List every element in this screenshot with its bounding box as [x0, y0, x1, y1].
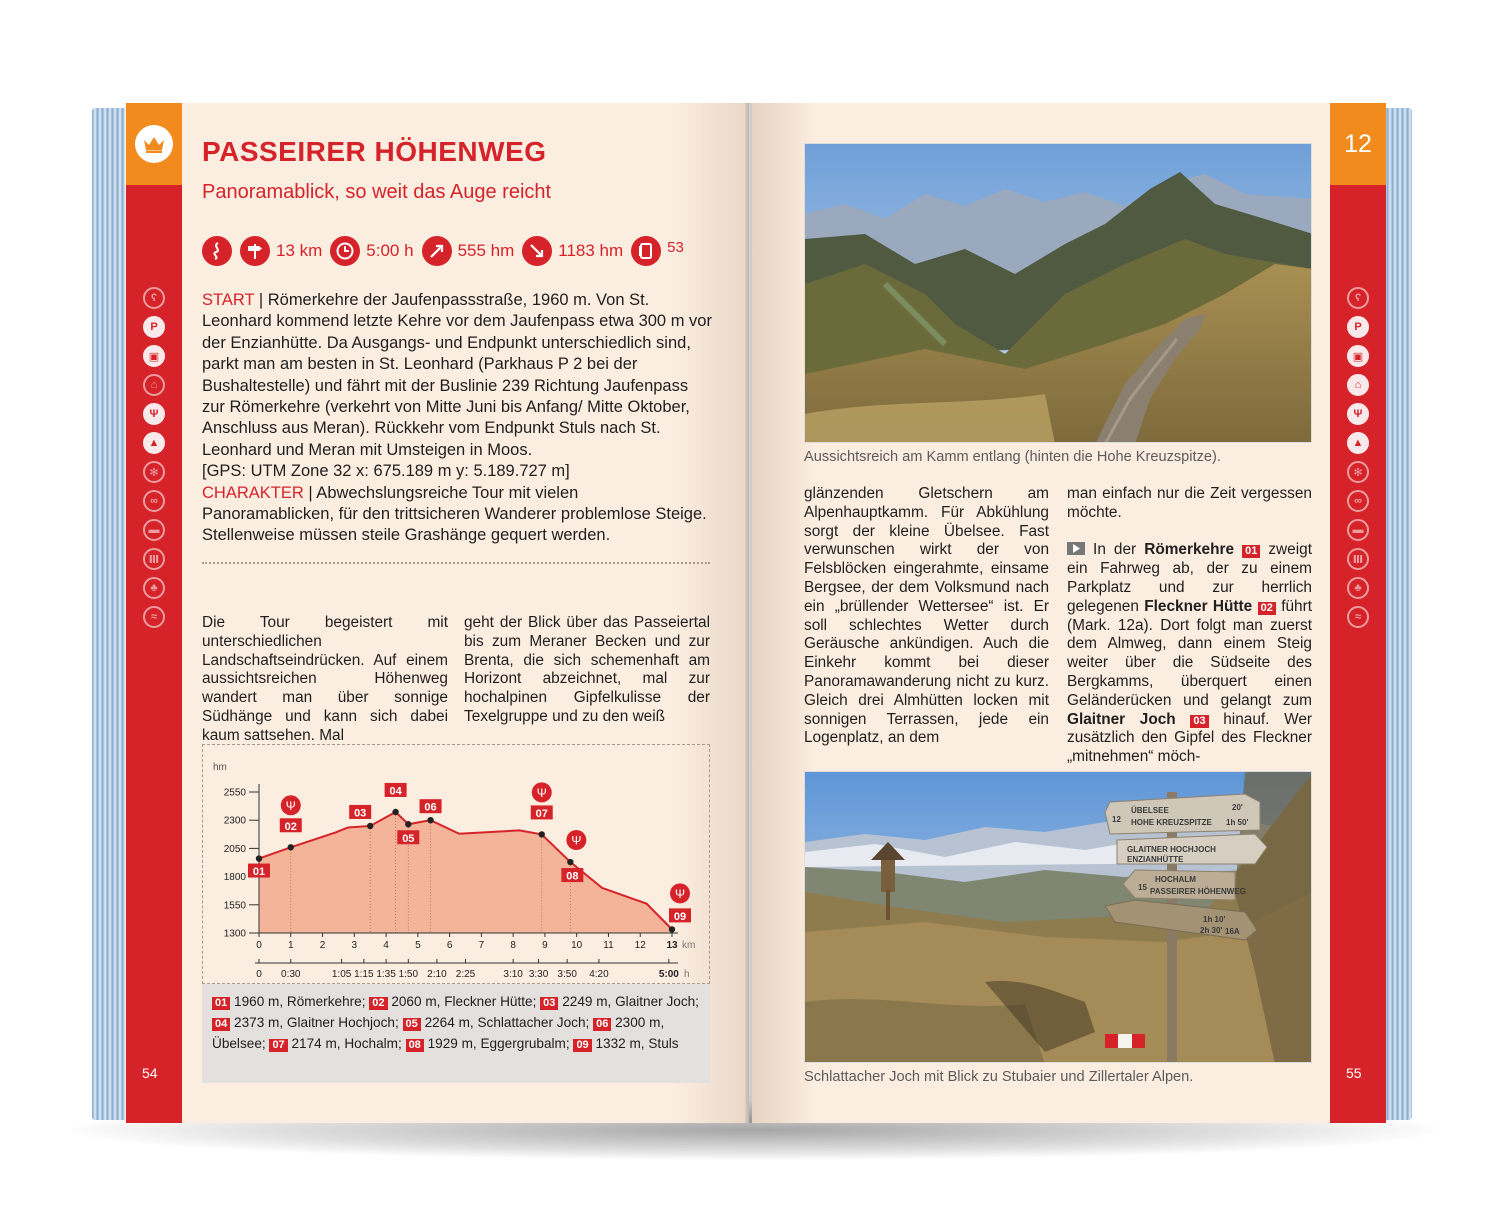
time-tick-label: 5:00: [658, 969, 679, 980]
cable-car-icon: ⌂: [1347, 374, 1369, 396]
time-tick-label: 3:10: [503, 969, 523, 980]
waypoint-legend: [202, 984, 710, 1083]
body-column-1: Die Tour begeistert mit unterschiedlichen Landschaftseindrücken. Auf einem aussichtsreichen Höhenweg wandert man über sonnige Südhänge und kann sich dabei kaum sattsehen. Mal: [202, 614, 448, 744]
bike-icon: ∞: [1347, 490, 1369, 512]
ascent-value: 555 hm: [457, 241, 515, 260]
sign-text: 20': [1232, 803, 1243, 812]
gps-coordinates: [GPS: UTM Zone 32 x: 675.189 m y: 5.189.727 m]: [202, 462, 570, 481]
time-tick-label: 3:50: [557, 969, 577, 980]
bed-icon: ▬: [143, 519, 165, 541]
sign-text: 1h 50': [1226, 818, 1249, 827]
sign-text: GLAITNER HOCHJOCH: [1127, 845, 1216, 854]
snowflake-icon: ✻: [143, 461, 165, 483]
bus-icon: ▣: [143, 345, 165, 367]
time-tick-label: 3:30: [528, 969, 549, 980]
category-icons: [143, 287, 165, 628]
body-column-4: man einfach nur die Zeit vergessen möchte. In der Römerkehre 01 zweigt ein Fahrweg ab, der zu einem Parkplatz und zur herrlich gelegenen Fleckner Hütte 02 führt (Mark. 12a). Dort folgt man zuerst dem Almweg, dann einem Steig weiter über die Südseite des Bergkamms, überquert einen Geländerücken und gelangt zum Glaitner Joch 03 hinauf. Wer zusätzlich den Gipfel des Fleckner „mitnehmen“ möch-: [1067, 485, 1313, 766]
cable-car-icon: ⌂: [143, 374, 165, 396]
y-tick-label: 1550: [223, 900, 246, 912]
waypoint-label: 09: [673, 910, 687, 923]
x-tick-label: 11: [603, 940, 614, 951]
start-label: START: [202, 291, 255, 309]
sign-text: HOCHALM: [1155, 875, 1196, 884]
start-text: | Römerkehre der Jaufenpassstraße, 1960 m. Von St. Leonhard kommend letzte Kehre vor dem Jaufenpass etwa 300 m vor der Enzianhütte. Da Ausgangs- und Endpunkt unterschiedlich sind, parkt man am besten in St. Leonhard (Parkhaus P 2 bei der Bushaltestelle) und fährt mit der Buslinie 239 Richtung Jaufenpass zur Römerkehre (verkehrt von Mitte Juni bis Anfang/ Mitte Oktober, Anschluss aus Meran). Rückkehr vom Endpunkt Stuls nach St. Leonhard und Meran mit Umsteigen in Moos.: [202, 291, 712, 459]
x-tick-label: 4: [383, 940, 389, 951]
waypoint-label: 08: [566, 870, 579, 883]
waypoint-marker: [256, 855, 262, 861]
sign-text: 15: [1138, 883, 1147, 892]
body-column-3: glänzenden Gletschern am Alpenhauptkamm. Für Abkühlung sorgt der kleine Übelsee. Fast verwunschen wirkt der von Felsblöcken eingerahmte, einsame Bergsee, der dem Volksmund nach ein „brüllender Wettersee“ ist. Er soll schlechtes Wetter durch Geräusche ankündigen. Auch die Einkehr kommt bei dieser Panoramawanderung nicht zu kurz. Gleich drei Almhütten locken mit sonnigen Terrassen, jede ein Logenplatz, an dem: [804, 485, 1049, 747]
waypoint-label: 03: [354, 807, 367, 820]
time-tick-label: 0:30: [281, 969, 301, 980]
swim-icon: ≈: [143, 606, 165, 628]
tour-stats: [202, 236, 692, 266]
time-tick-label: 1:05: [331, 969, 352, 980]
waypoint-marker: [392, 809, 398, 815]
y-tick-label: 1300: [223, 928, 246, 940]
waypoint-marker: [427, 817, 433, 823]
bed-icon: ▬: [1347, 519, 1369, 541]
tour-number-tab: [1330, 103, 1386, 185]
legend-item: 07 2174 m, Hochalm;: [269, 1036, 401, 1051]
restaurant-symbol: Ψ: [674, 886, 686, 901]
map-icon: [631, 236, 661, 266]
swim-icon: ≈: [1347, 606, 1369, 628]
tour-info: [202, 290, 712, 547]
legend-item: 06 2300 m, Übelsee;: [212, 1015, 665, 1051]
time-axis-unit: h: [684, 969, 690, 980]
waypoint-marker: [288, 844, 294, 850]
restaurant-icon: Ψ: [1347, 403, 1369, 425]
x-tick-label: 10: [571, 940, 583, 951]
x-tick-label: 0: [256, 940, 262, 951]
left-red-sidebar: [126, 103, 182, 1123]
elevation-profile: [202, 744, 710, 984]
restaurant-symbol: Ψ: [285, 798, 296, 813]
waypoint-label: 01: [252, 866, 266, 879]
signpost-icon: [240, 236, 270, 266]
elevation-chart: [203, 745, 709, 983]
page-number-right: 55: [1346, 1065, 1362, 1081]
photo-signposts: [804, 771, 1312, 1063]
page-number-left: 54: [142, 1065, 158, 1081]
bear-icon: ʕ: [1347, 287, 1369, 309]
highlight-tab: [126, 103, 182, 185]
x-tick-label: 5: [415, 940, 421, 951]
map-number: 53: [667, 238, 684, 256]
bus-icon: ▣: [1347, 345, 1369, 367]
clock-icon: [330, 236, 360, 266]
charakter-label: CHARAKTER: [202, 483, 304, 502]
sign-text: 2h 30': [1200, 926, 1223, 935]
sign-text: PASSEIRER HÖHENWEG: [1150, 887, 1246, 896]
time-tick-label: 1:35: [376, 969, 396, 980]
x-tick-label: 3: [351, 940, 358, 951]
x-tick-label: 8: [510, 940, 516, 951]
category-icons-right: [1347, 287, 1369, 628]
y-tick-label: 2300: [223, 815, 246, 827]
tree-icon: ♣: [1347, 577, 1369, 599]
right-red-sidebar: [1330, 103, 1386, 1123]
duration-value: 5:00 h: [366, 241, 414, 260]
profile-area: [259, 812, 672, 933]
x-tick-label: 13: [666, 940, 678, 951]
x-tick-label: 12: [634, 940, 646, 951]
parking-icon: P: [1347, 316, 1369, 338]
waypoint-marker: [539, 831, 545, 837]
waypoint-label: 07: [535, 807, 548, 820]
legend-item: 01 1960 m, Römerkehre;: [212, 994, 366, 1009]
bike-icon: ∞: [143, 490, 165, 512]
legend-item: 03 2249 m, Glaitner Joch;: [540, 994, 699, 1009]
waypoint-label: 06: [424, 801, 437, 814]
photo-caption-2: Schlattacher Joch mit Blick zu Stubaier und Zillertaler Alpen.: [804, 1069, 1194, 1085]
time-tick-label: 4:20: [589, 969, 609, 980]
descent-icon: [522, 236, 552, 266]
y-axis-label: hm: [213, 762, 227, 773]
y-tick-label: 1800: [223, 872, 246, 884]
waypoint-marker: [669, 926, 675, 932]
waypoint-label: 02: [284, 820, 297, 833]
time-tick-label: 1:50: [398, 969, 419, 980]
sign-text: 1h 10': [1203, 915, 1226, 924]
distance-value: 13 km: [276, 241, 323, 260]
museum-icon: Ⅲ: [1347, 548, 1369, 570]
x-tick-label: 7: [478, 940, 485, 951]
waypoint-marker: [567, 859, 573, 865]
left-page: [125, 103, 749, 1123]
tour-number: 12: [1344, 129, 1372, 158]
x-tick-label: 9: [542, 940, 548, 951]
restaurant-symbol: Ψ: [536, 785, 547, 800]
route-icon: [202, 236, 232, 266]
sign-text: 16A: [1225, 927, 1240, 936]
museum-icon: Ⅲ: [143, 548, 165, 570]
summit-icon: ▲: [1347, 432, 1369, 454]
x-tick-label: 2: [319, 940, 326, 951]
legend-item: 09 1332 m, Stuls: [573, 1036, 678, 1051]
tree-icon: ♣: [143, 577, 165, 599]
photo-ridge: [804, 143, 1312, 443]
play-icon: [1067, 542, 1085, 555]
legend-item: 02 2060 m, Fleckner Hütte;: [369, 994, 536, 1009]
restaurant-icon: Ψ: [143, 403, 165, 425]
ascent-icon: [422, 236, 452, 266]
restaurant-symbol: Ψ: [571, 833, 582, 848]
dotted-divider: [202, 562, 710, 564]
tour-title: PASSEIRER HÖHENWEG: [202, 136, 547, 167]
sign-text: ÜBELSEE: [1131, 806, 1169, 815]
waypoint-label: 04: [389, 785, 402, 798]
sign-text: 12: [1112, 815, 1121, 824]
summit-icon: ▲: [143, 432, 165, 454]
y-tick-label: 2050: [223, 843, 246, 855]
y-tick-label: 2550: [223, 787, 246, 799]
time-tick-label: 0: [256, 969, 262, 980]
snowflake-icon: ✻: [1347, 461, 1369, 483]
body-column-2: geht der Blick über das Passeiertal bis zum Meraner Becken und zur Brenta, die sich schemenhaft am Horizont abzeichnet, mal zur hochalpinen Gipfelkulisse der Texelgruppe und zu den weiß: [464, 614, 710, 725]
crown-icon: [135, 125, 173, 163]
time-tick-label: 2:10: [427, 969, 447, 980]
x-axis-unit: km: [682, 940, 696, 951]
x-tick-label: 6: [446, 940, 453, 951]
legend-item: 05 2264 m, Schlattacher Joch;: [403, 1015, 590, 1030]
sign-text: ENZIANHÜTTE: [1127, 855, 1184, 864]
bear-icon: ʕ: [143, 287, 165, 309]
time-tick-label: 1:15: [354, 969, 374, 980]
waypoint-marker: [405, 821, 411, 827]
waypoint-label: 05: [402, 832, 415, 845]
page-edges-left: [92, 108, 126, 1120]
time-tick-label: 2:25: [455, 969, 476, 980]
tour-subtitle: Panoramablick, so weit das Auge reicht: [202, 181, 552, 203]
legend-item: 04 2373 m, Glaitner Hochjoch;: [212, 1015, 399, 1030]
parking-icon: P: [143, 316, 165, 338]
photo-caption-1: Aussichtsreich am Kamm entlang (hinten die Hohe Kreuzspitze).: [804, 449, 1221, 465]
descent-value: 1183 hm: [558, 241, 624, 260]
x-tick-label: 1: [287, 940, 294, 951]
charakter-text: | Abwechslungsreiche Tour mit vielen Panoramablicken, für den trittsicheren Wanderer problemlose Steige. Stellenweise müssen steile Grashänge gequert werden.: [202, 483, 707, 545]
sign-text: HOHE KREUZSPITZE: [1131, 818, 1212, 827]
right-page: [752, 103, 1380, 1123]
waypoint-marker: [367, 823, 373, 829]
legend-item: 08 1929 m, Eggergrubalm;: [406, 1036, 570, 1051]
